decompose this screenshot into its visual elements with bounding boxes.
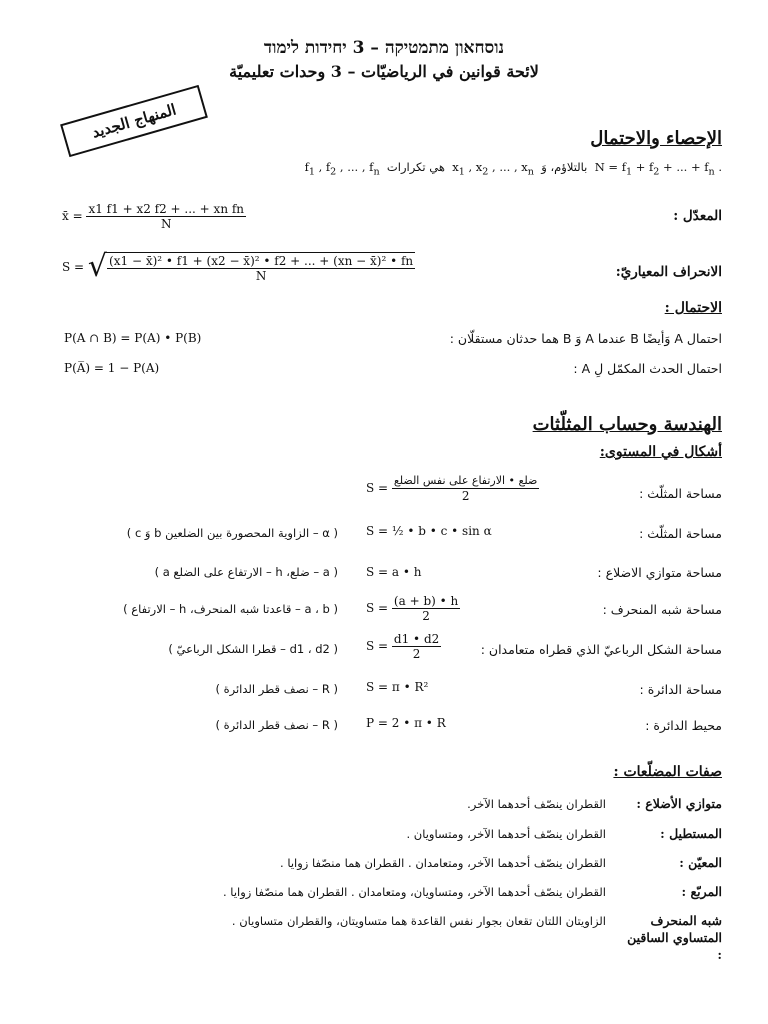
mean-label: المعدّل :: [673, 208, 722, 224]
mean-formula: x̄ = $\frac{\text{x1 f1 + x2 f2 + ... + xn fn}}{N}$: [62, 202, 245, 231]
area-trapezoid-label: مساحة شبه المنحرف :: [602, 602, 722, 617]
polygon-text-parallelogram: القطران ينصّف أحدهما الآخر.: [467, 797, 606, 811]
polygon-name-rhombus: المعيّن :: [679, 855, 722, 870]
polygon-name-isosceles-trapezoid: شبه المنحرف المتساوي الساقين :: [627, 913, 722, 962]
prob-independent-formula: P(A ∩ B) = P(A) • P(B): [64, 331, 202, 345]
area-triangle-sine-formula: S = ½ • b • c • sin α: [366, 524, 492, 538]
area-triangle-formula: S = $\frac{\text{ضلع • الارتفاع على نفس الضلع}}{2}$: [366, 474, 538, 503]
area-parallelogram-note: ( a – ضلع، h – الارتفاع على الضلع a ): [154, 565, 338, 579]
area-quadrilateral-note: ( d1 ، d2 – قطرا الشكل الرباعيّ ): [168, 642, 338, 656]
area-circle-label: مساحة الدائرة :: [639, 682, 722, 697]
area-triangle-label: مساحة المثلّث :: [639, 486, 722, 501]
area-trapezoid-note: ( a ، b – قاعدتا شبه المنحرف، h – الارتفاع ): [123, 602, 338, 616]
area-circle-formula: S = π • R²: [366, 680, 429, 694]
plane-shapes-heading: أشكال في المستوى:: [599, 444, 722, 460]
statistics-intro: $f_1$ , $f_2$ , ... , $f_n$ هي تكرارات $x_1$ , $x_2$ , ... , $x_n$ بالتلاؤم، وَ $N = f_1 + f_2$ + ... + $f_n$ .: [304, 160, 722, 178]
area-triangle-sine-note: ( α – الزاوية المحصورة بين الضلعين b وَ c ): [126, 526, 338, 540]
prob-independent-label: احتمال A وَأيضًا B عندما A وَ B هما حدثان مستقلّان :: [449, 331, 722, 346]
probability-heading: الاحتمال :: [664, 300, 722, 316]
area-triangle-sine-label: مساحة المثلّث :: [639, 526, 722, 541]
area-quadrilateral-formula: S = $\frac{d1 • d2}{2}$: [366, 632, 440, 661]
area-parallelogram-formula: S = a • h: [366, 565, 422, 579]
polygon-text-isosceles-trapezoid: الزاويتان اللتان تقعان بجوار نفس القاعدة هما متساويتان، والقطران متساويان .: [231, 914, 606, 928]
area-parallelogram-label: مساحة متوازي الاضلاع :: [597, 565, 722, 580]
prob-complement-label: احتمال الحدث المكمّل لِ A :: [573, 361, 722, 376]
polygon-text-square: القطران ينصّف أحدهما الآخر، ومتساويان، ومتعامدان . القطران هما منصّفا زوايا .: [223, 885, 606, 899]
section-geometry-heading: الهندسة وحساب المثلّثات: [532, 414, 722, 435]
circumference-note: ( R – نصف قطر الدائرة ): [215, 718, 338, 732]
polygon-name-rectangle: المستطيل :: [660, 826, 722, 841]
sd-label: الانحراف المعياريّ:: [615, 264, 722, 280]
mean-numerator: x1 f1 + x2 f2 + ... + xn fn: [88, 202, 245, 216]
title-arabic: لائحة قوانين في الرياضيّات – 3 وحدات تعليميّة: [229, 62, 539, 81]
area-trapezoid-formula: S = $\frac{(a + b) • h}{2}$: [366, 594, 459, 623]
circumference-formula: P = 2 • π • R: [366, 716, 446, 730]
section-statistics-heading: الإحصاء والاحتمال: [590, 128, 722, 149]
sd-formula: S = √ $\frac{\text{(x1 − x̄)² • f1 + (x2 − x̄)² • f2 + ... + (xn − x̄)² • fn}}{N}$: [62, 249, 414, 284]
sd-numerator: (x1 − x̄)² • f1 + (x2 − x̄)² • f2 + ... + (xn − x̄)² • fn: [109, 254, 414, 268]
polygons-heading: صفات المضلّعات :: [613, 764, 722, 780]
polygon-name-parallelogram: متوازي الأضلاع :: [636, 796, 722, 811]
polygon-text-rectangle: القطران ينصّف أحدهما الآخر، ومتساويان .: [406, 827, 606, 841]
area-circle-note: ( R – نصف قطر الدائرة ): [215, 682, 338, 696]
polygon-text-rhombus: القطران ينصّف أحدهما الآخر، ومتعامدان . القطران هما منصّفا زوايا .: [280, 856, 606, 870]
circumference-label: محيط الدائرة :: [645, 718, 722, 733]
title-hebrew: נוסחאון מתמטיקה – 3 יחידות לימוד: [263, 38, 505, 58]
polygon-name-square: المربّع :: [681, 884, 722, 899]
new-curriculum-stamp: المنهاج الجديد: [60, 85, 208, 157]
prob-complement-formula: P(A̅) = 1 − P(A): [64, 361, 160, 375]
area-quadrilateral-label: مساحة الشكل الرباعيّ الذي قطراه متعامدان :: [480, 642, 722, 657]
